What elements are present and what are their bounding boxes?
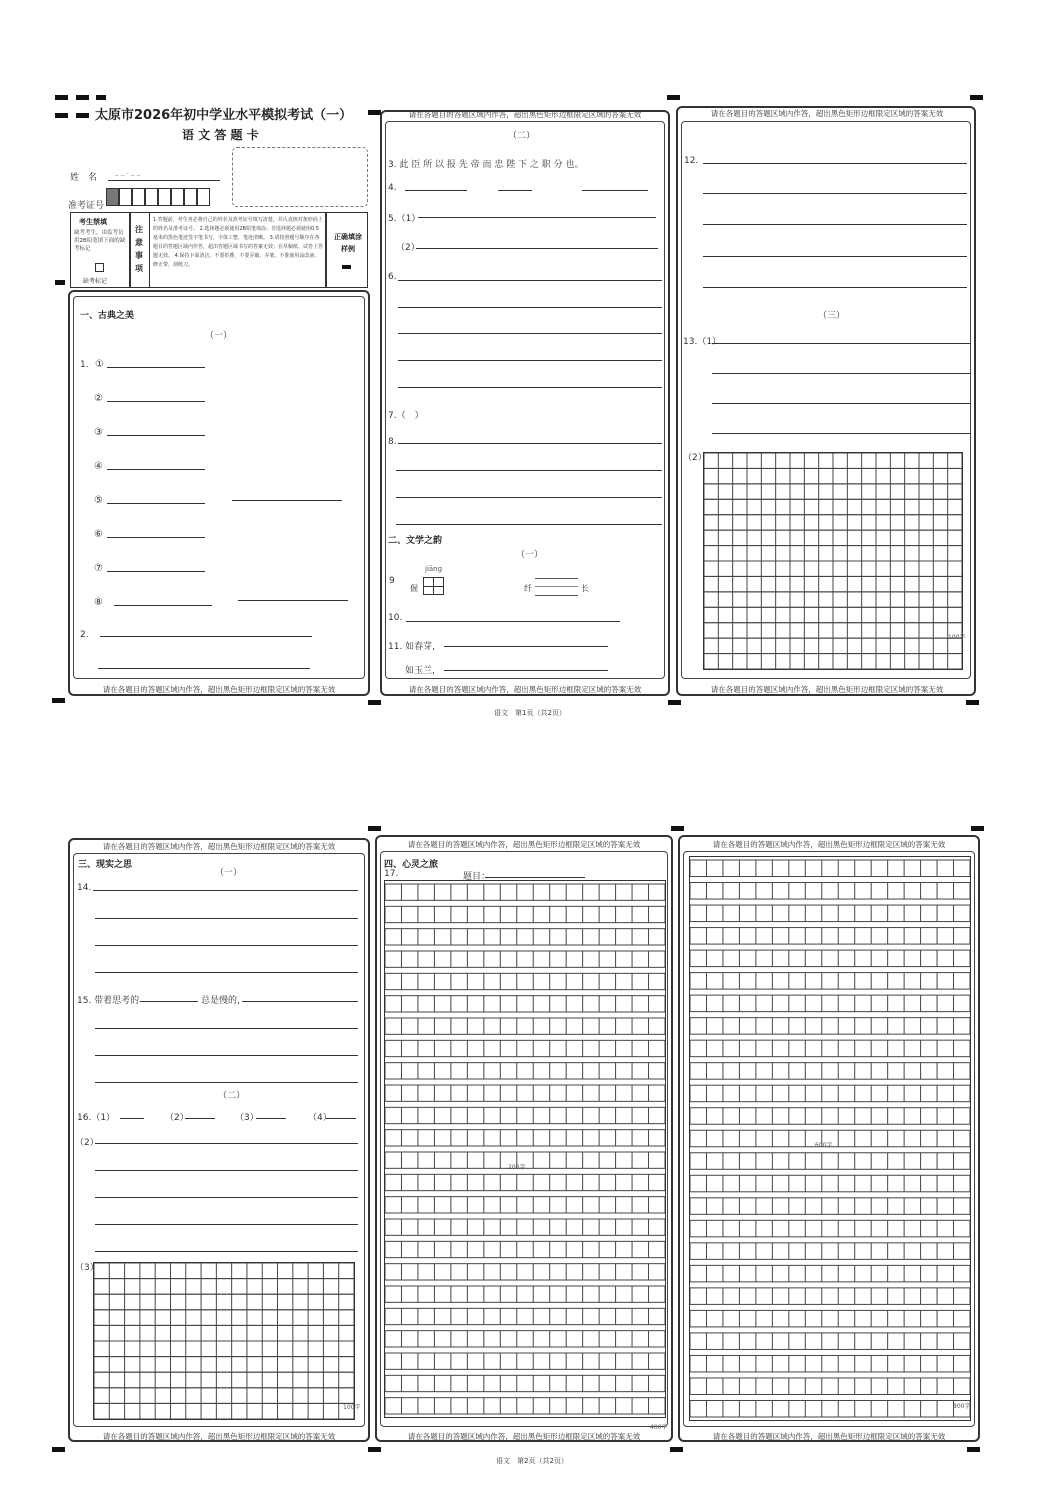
- section-literary: 二、文学之韵: [388, 536, 443, 546]
- grid-row: [385, 1063, 665, 1079]
- q1-item-number: ⑤: [94, 495, 103, 506]
- grid-row: [94, 1388, 354, 1404]
- grid-row: [690, 1333, 970, 1350]
- grid-row: [690, 1400, 970, 1417]
- q1-item-answer-line[interactable]: [107, 367, 205, 368]
- page1-footer: 语文 第1页（共2页）: [494, 709, 566, 717]
- q1-item-answer-line[interactable]: [107, 401, 205, 402]
- q8-answer-line[interactable]: [398, 443, 662, 444]
- registration-mark: [368, 700, 381, 705]
- q16b-answer-line[interactable]: [95, 1143, 358, 1144]
- registration-mark: [667, 95, 680, 100]
- id-digit-box[interactable]: [119, 188, 132, 206]
- part-label: （三）: [818, 311, 846, 321]
- grid-row: [690, 928, 970, 945]
- warning-text: 请在各题目的答题区域内作答，超出黑色矩形边框限定区域的答案无效: [102, 685, 336, 694]
- q16-4-answer-line[interactable]: [326, 1118, 356, 1119]
- warning-text: 请在各题目的答题区域内作答，超出黑色矩形边框限定区域的答案无效: [712, 1432, 946, 1441]
- warning-text: 请在各题目的答题区域内作答，超出黑色矩形边框限定区域的答案无效: [408, 110, 642, 119]
- grid-row: [385, 929, 665, 945]
- barcode-area: [232, 147, 368, 207]
- q4-label: 4.: [388, 183, 397, 193]
- q12-label: 12.: [684, 156, 699, 166]
- q16-3-answer-line[interactable]: [256, 1118, 286, 1119]
- q11-answer-line[interactable]: [444, 646, 608, 647]
- registration-mark: [971, 826, 984, 831]
- q16-2-answer-line[interactable]: [185, 1118, 215, 1119]
- grid-row: [385, 884, 665, 900]
- registration-mark: [967, 1447, 980, 1452]
- grid-row: [690, 950, 970, 967]
- sample-label: 正确填涂样例: [334, 233, 362, 253]
- q10-answer-line[interactable]: [406, 621, 620, 622]
- q15-answer-line[interactable]: [242, 1001, 358, 1002]
- grid-row: [385, 1308, 665, 1324]
- q8-answer-line[interactable]: [396, 497, 662, 498]
- absent-mark-label: 缺考标记: [83, 278, 108, 285]
- grid-row: [94, 1310, 354, 1326]
- q2-label: 2.: [80, 630, 89, 640]
- q13-2-label: （2）: [683, 453, 707, 463]
- q12-answer-line[interactable]: [703, 256, 967, 257]
- q12-answer-line[interactable]: [703, 193, 967, 194]
- name-value: _ _ . _ _: [115, 168, 141, 176]
- q16b-answer-line[interactable]: [95, 1251, 358, 1252]
- q13-1-answer-line[interactable]: [712, 403, 970, 404]
- grid-row: [690, 1310, 970, 1327]
- q14-label: 14.: [77, 883, 92, 893]
- part-label: （一）: [215, 868, 243, 878]
- absent-box-title: 考生禁填: [79, 218, 107, 226]
- grid-row: [385, 996, 665, 1012]
- grid-cells: [690, 857, 970, 1420]
- q13-1-label: 13.（1）: [683, 337, 722, 347]
- q6-answer-line[interactable]: [398, 333, 662, 334]
- q5-1-answer-line[interactable]: [418, 217, 656, 218]
- grid-row: [690, 1243, 970, 1260]
- warning-text: 请在各题目的答题区域内作答，超出黑色矩形边框限定区域的答案无效: [102, 1432, 336, 1441]
- q1-item-number: ④: [94, 461, 103, 472]
- q6-answer-line[interactable]: [398, 280, 662, 281]
- q16-2-label: （2）: [165, 1113, 189, 1123]
- q1-item-number: ⑦: [94, 563, 103, 574]
- grid-row: [94, 1325, 354, 1341]
- q12-answer-line[interactable]: [703, 224, 967, 225]
- grid-row: [690, 860, 970, 877]
- part-label: （二）: [508, 131, 536, 141]
- p1-col1-answer-area[interactable]: [73, 296, 365, 679]
- q14-answer-line[interactable]: [93, 890, 358, 891]
- q1-item-answer-line[interactable]: [107, 571, 205, 572]
- exam-title: 太原市2026年初中学业水平模拟考试（一）: [95, 108, 353, 123]
- section-classical: 一、古典之美: [80, 311, 135, 321]
- q14-answer-line[interactable]: [95, 972, 358, 973]
- grid-row: [385, 1375, 665, 1391]
- grid-row: [690, 905, 970, 922]
- registration-mark: [76, 95, 89, 100]
- q9-tianzige-box[interactable]: [423, 577, 444, 595]
- absent-box-text: 缺考考生，由监考员用2B铅笔填下面的缺考标记: [74, 230, 126, 252]
- q2-answer-line[interactable]: [98, 668, 310, 669]
- answer-card-subtitle: 语 文 答 题 卡: [182, 128, 259, 142]
- q7-label: 7.（ ）: [388, 411, 424, 421]
- part-label: （二）: [218, 1091, 246, 1101]
- q1-item-answer-line[interactable]: [107, 503, 205, 504]
- grid-row: [690, 973, 970, 990]
- q9-writing-midline: [535, 586, 578, 587]
- registration-mark: [670, 1447, 683, 1452]
- grid-row: [690, 1265, 970, 1282]
- q16-4-label: （4）: [308, 1113, 332, 1123]
- grid-row: [385, 973, 665, 989]
- grid-char-count: 200字: [508, 1164, 526, 1171]
- q14-answer-line[interactable]: [95, 945, 358, 946]
- q15-label: 15. 带着思考的: [77, 996, 140, 1006]
- part-label: （一）: [205, 331, 233, 341]
- q12-answer-line[interactable]: [703, 163, 967, 164]
- q16b-answer-line[interactable]: [95, 1170, 358, 1171]
- id-number-boxes[interactable]: [106, 188, 220, 206]
- q1-item-number: ①: [95, 359, 104, 370]
- q6-label: 6.: [388, 272, 397, 282]
- q1-item-number: ⑥: [94, 529, 103, 540]
- q1-item-answer-line[interactable]: [107, 537, 205, 538]
- warning-text: 请在各题目的答题区域内作答，超出黑色矩形边框限定区域的答案无效: [712, 840, 946, 849]
- q16b-label: （2）: [75, 1138, 99, 1148]
- name-field[interactable]: [108, 180, 220, 181]
- q9-writing-lines[interactable]: [535, 578, 578, 596]
- part-label: （一）: [516, 550, 544, 560]
- q15-answer-line[interactable]: [95, 1082, 358, 1083]
- grid-row: [94, 1294, 354, 1310]
- q16-writing-grid[interactable]: [93, 1262, 355, 1420]
- q13-1-answer-line[interactable]: [712, 433, 970, 434]
- grid-row: [690, 1355, 970, 1372]
- id-digit-box[interactable]: [145, 188, 158, 206]
- notice-box: [130, 212, 326, 288]
- q11b-answer-line[interactable]: [444, 670, 608, 671]
- grid-row: [385, 1219, 665, 1235]
- grid-row: [690, 1040, 970, 1057]
- q4-answer-line[interactable]: [582, 190, 648, 191]
- grid-row: [690, 883, 970, 900]
- q5-1-label: 5.（1）: [388, 214, 421, 224]
- grid-row: [690, 995, 970, 1012]
- grid-row: [385, 951, 665, 967]
- q8-answer-line[interactable]: [396, 470, 662, 471]
- grid-row: [385, 1197, 665, 1213]
- q5-2-label: （2）: [396, 243, 420, 253]
- q12-answer-line[interactable]: [703, 287, 967, 288]
- registration-mark: [55, 280, 65, 285]
- q9-label: 9: [389, 576, 395, 586]
- q1-extra-line[interactable]: [238, 600, 348, 601]
- q13-1-answer-line[interactable]: [712, 343, 970, 344]
- id-label: 准考证号: [68, 201, 105, 211]
- grid-char-count: 600字: [815, 1142, 833, 1149]
- q16-3-label: （3）: [235, 1113, 259, 1123]
- grid-row: [690, 1378, 970, 1395]
- registration-mark: [671, 826, 684, 831]
- page2-footer: 语文 第2页（共2页）: [496, 1457, 568, 1465]
- essay-title-line[interactable]: [485, 877, 585, 878]
- id-digit-box[interactable]: [132, 188, 145, 206]
- q1-label: 1.: [80, 360, 89, 370]
- warning-text: 请在各题目的答题区域内作答，超出黑色矩形边框限定区域的答案无效: [710, 685, 944, 694]
- notice-title: 注意事项: [135, 225, 143, 273]
- id-digit-box[interactable]: [158, 188, 171, 206]
- grid-row: [385, 1085, 665, 1101]
- q1-item-number: ③: [94, 427, 103, 438]
- q6-answer-line[interactable]: [398, 307, 662, 308]
- q16b-answer-line[interactable]: [95, 1197, 358, 1198]
- absent-box: [70, 212, 130, 288]
- grid-row: [94, 1341, 354, 1357]
- q1-item-answer-line[interactable]: [107, 469, 205, 470]
- grid-cells: [704, 453, 962, 669]
- section-soul-journey: 四、心灵之旅: [384, 860, 439, 870]
- q1-item-answer-line[interactable]: [107, 435, 205, 436]
- notice-divider: [149, 213, 150, 287]
- warning-text: 请在各题目的答题区域内作答，超出黑色矩形边框限定区域的答案无效: [710, 109, 944, 118]
- grid-row: [385, 1130, 665, 1146]
- section-reality: 三、现实之思: [78, 860, 133, 870]
- registration-mark: [55, 113, 68, 118]
- grid-row: [690, 1108, 970, 1125]
- q9-char1: 倔: [410, 584, 418, 593]
- q17-label: 17.: [384, 869, 399, 879]
- id-digit-box[interactable]: [197, 188, 210, 206]
- q10-label: 10.: [388, 613, 403, 623]
- grid-row: [385, 1286, 665, 1302]
- q9-char2: 纤: [524, 584, 532, 593]
- q3-sentence: 3. 此 臣 所 以 报 先 帝 而 忠 陛 下 之 职 分 也。: [388, 160, 584, 170]
- q4-answer-line[interactable]: [498, 190, 532, 191]
- grid-row: [385, 1018, 665, 1034]
- notice-text: 1.答题前，考生务必将自己的姓名及准考证号填写清楚，并认真核对条形码上的姓名及准考证号。 2.选择题必须使用2B铅笔填涂；非选择题必须使用0.5毫米的黑色笔迹签字笔书写，字体工整，笔迹清晰。 3.请按照题号顺序在各题目的答题区域内作答，超出答题区域书写的答案无效；在草稿纸、试卷上答题无效。 4.保持卡面清洁，不要折叠，不要弄破、弄皱，不准使用涂改液、修正带、刮纸刀。: [153, 217, 323, 268]
- id-digit-box[interactable]: [106, 188, 119, 206]
- grid-row: [385, 906, 665, 922]
- q1-item-answer-line[interactable]: [114, 605, 212, 606]
- q8-label: 8.: [388, 437, 397, 447]
- grid-row: [94, 1372, 354, 1388]
- registration-mark: [368, 110, 381, 115]
- q1-item-number: ⑧: [94, 597, 103, 608]
- id-digit-box[interactable]: [184, 188, 197, 206]
- registration-mark: [970, 95, 983, 100]
- q11-label: 11. 如春芽，: [388, 642, 442, 652]
- q13-1-answer-line[interactable]: [712, 373, 970, 374]
- grid-row: [690, 1063, 970, 1080]
- registration-mark: [52, 1447, 65, 1452]
- q16-1-answer-line[interactable]: [120, 1118, 144, 1119]
- grid-row: [385, 1241, 665, 1257]
- q16b-answer-line[interactable]: [95, 1224, 358, 1225]
- q16-1-label: 16.（1）: [77, 1113, 116, 1123]
- registration-mark: [368, 826, 381, 831]
- q4-answer-line[interactable]: [405, 190, 467, 191]
- grid-char-count: 800字: [953, 1403, 971, 1410]
- grid-char-count: 100字: [948, 634, 966, 641]
- q2-answer-line[interactable]: [100, 636, 312, 637]
- warning-text: 请在各题目的答题区域内作答，超出黑色矩形边框限定区域的答案无效: [102, 842, 336, 851]
- registration-mark: [55, 95, 68, 100]
- essay-writing-grid-continued[interactable]: [689, 856, 971, 1421]
- q6-answer-line[interactable]: [398, 387, 662, 388]
- warning-text: 请在各题目的答题区域内作答，超出黑色矩形边框限定区域的答案无效: [407, 1432, 641, 1441]
- q15b-label: 总是慢的，: [201, 996, 247, 1006]
- q14-answer-line[interactable]: [95, 918, 358, 919]
- q9-char3: 长: [581, 584, 589, 593]
- essay-writing-grid[interactable]: [384, 880, 666, 1418]
- grid-cells: [385, 881, 665, 1417]
- q15-blank-line[interactable]: [140, 1001, 198, 1002]
- grid-char-count: 100字: [343, 1404, 361, 1411]
- grid-row: [385, 1331, 665, 1347]
- grid-row: [94, 1279, 354, 1295]
- grid-row: [94, 1263, 354, 1279]
- grid-row: [690, 1018, 970, 1035]
- grid-row: [385, 1353, 665, 1369]
- registration-mark: [96, 95, 106, 100]
- grid-row: [690, 1175, 970, 1192]
- name-label: 姓 名: [70, 173, 98, 183]
- grid-row: [385, 1398, 665, 1414]
- grid-row: [690, 1153, 970, 1170]
- grid-cells: [94, 1263, 354, 1419]
- grid-row: [94, 1357, 354, 1373]
- q6-answer-line[interactable]: [398, 360, 662, 361]
- grid-row: [385, 1107, 665, 1123]
- registration-mark: [52, 698, 65, 703]
- warning-text: 请在各题目的答题区域内作答，超出黑色矩形边框限定区域的答案无效: [407, 840, 641, 849]
- grid-row: [385, 1040, 665, 1056]
- grid-row: [385, 1264, 665, 1280]
- q9-pinyin: jiāng: [425, 565, 443, 573]
- q8-answer-line[interactable]: [396, 524, 662, 525]
- q15-answer-line[interactable]: [95, 1055, 358, 1056]
- q1-item-number: ②: [94, 393, 103, 404]
- grid-row: [385, 1174, 665, 1190]
- id-digit-box[interactable]: [171, 188, 184, 206]
- grid-char-count: 400字: [650, 1424, 668, 1431]
- absent-mark-checkbox[interactable]: [95, 263, 104, 272]
- registration-mark: [966, 700, 979, 705]
- grid-row: [690, 1288, 970, 1305]
- grid-row: [690, 1085, 970, 1102]
- grid-row: [690, 1198, 970, 1215]
- q5-2-answer-line[interactable]: [416, 248, 658, 249]
- q11b-label: 如玉兰，: [405, 666, 442, 676]
- grid-row: [94, 1403, 354, 1419]
- registration-mark: [76, 113, 89, 118]
- registration-mark: [368, 1447, 381, 1452]
- sample-box: [326, 212, 368, 288]
- sample-filled-mark: [342, 265, 351, 269]
- q15-answer-line[interactable]: [95, 1028, 358, 1029]
- essay-title-label: 题目：: [463, 872, 491, 882]
- p1-col2-answer-area[interactable]: [385, 121, 665, 679]
- q1-extra-line[interactable]: [232, 500, 342, 501]
- q13-writing-grid[interactable]: [703, 452, 966, 670]
- registration-mark: [668, 700, 681, 705]
- q16c-label: （3）: [75, 1263, 99, 1273]
- warning-text: 请在各题目的答题区域内作答，超出黑色矩形边框限定区域的答案无效: [408, 685, 642, 694]
- grid-row: [690, 1220, 970, 1237]
